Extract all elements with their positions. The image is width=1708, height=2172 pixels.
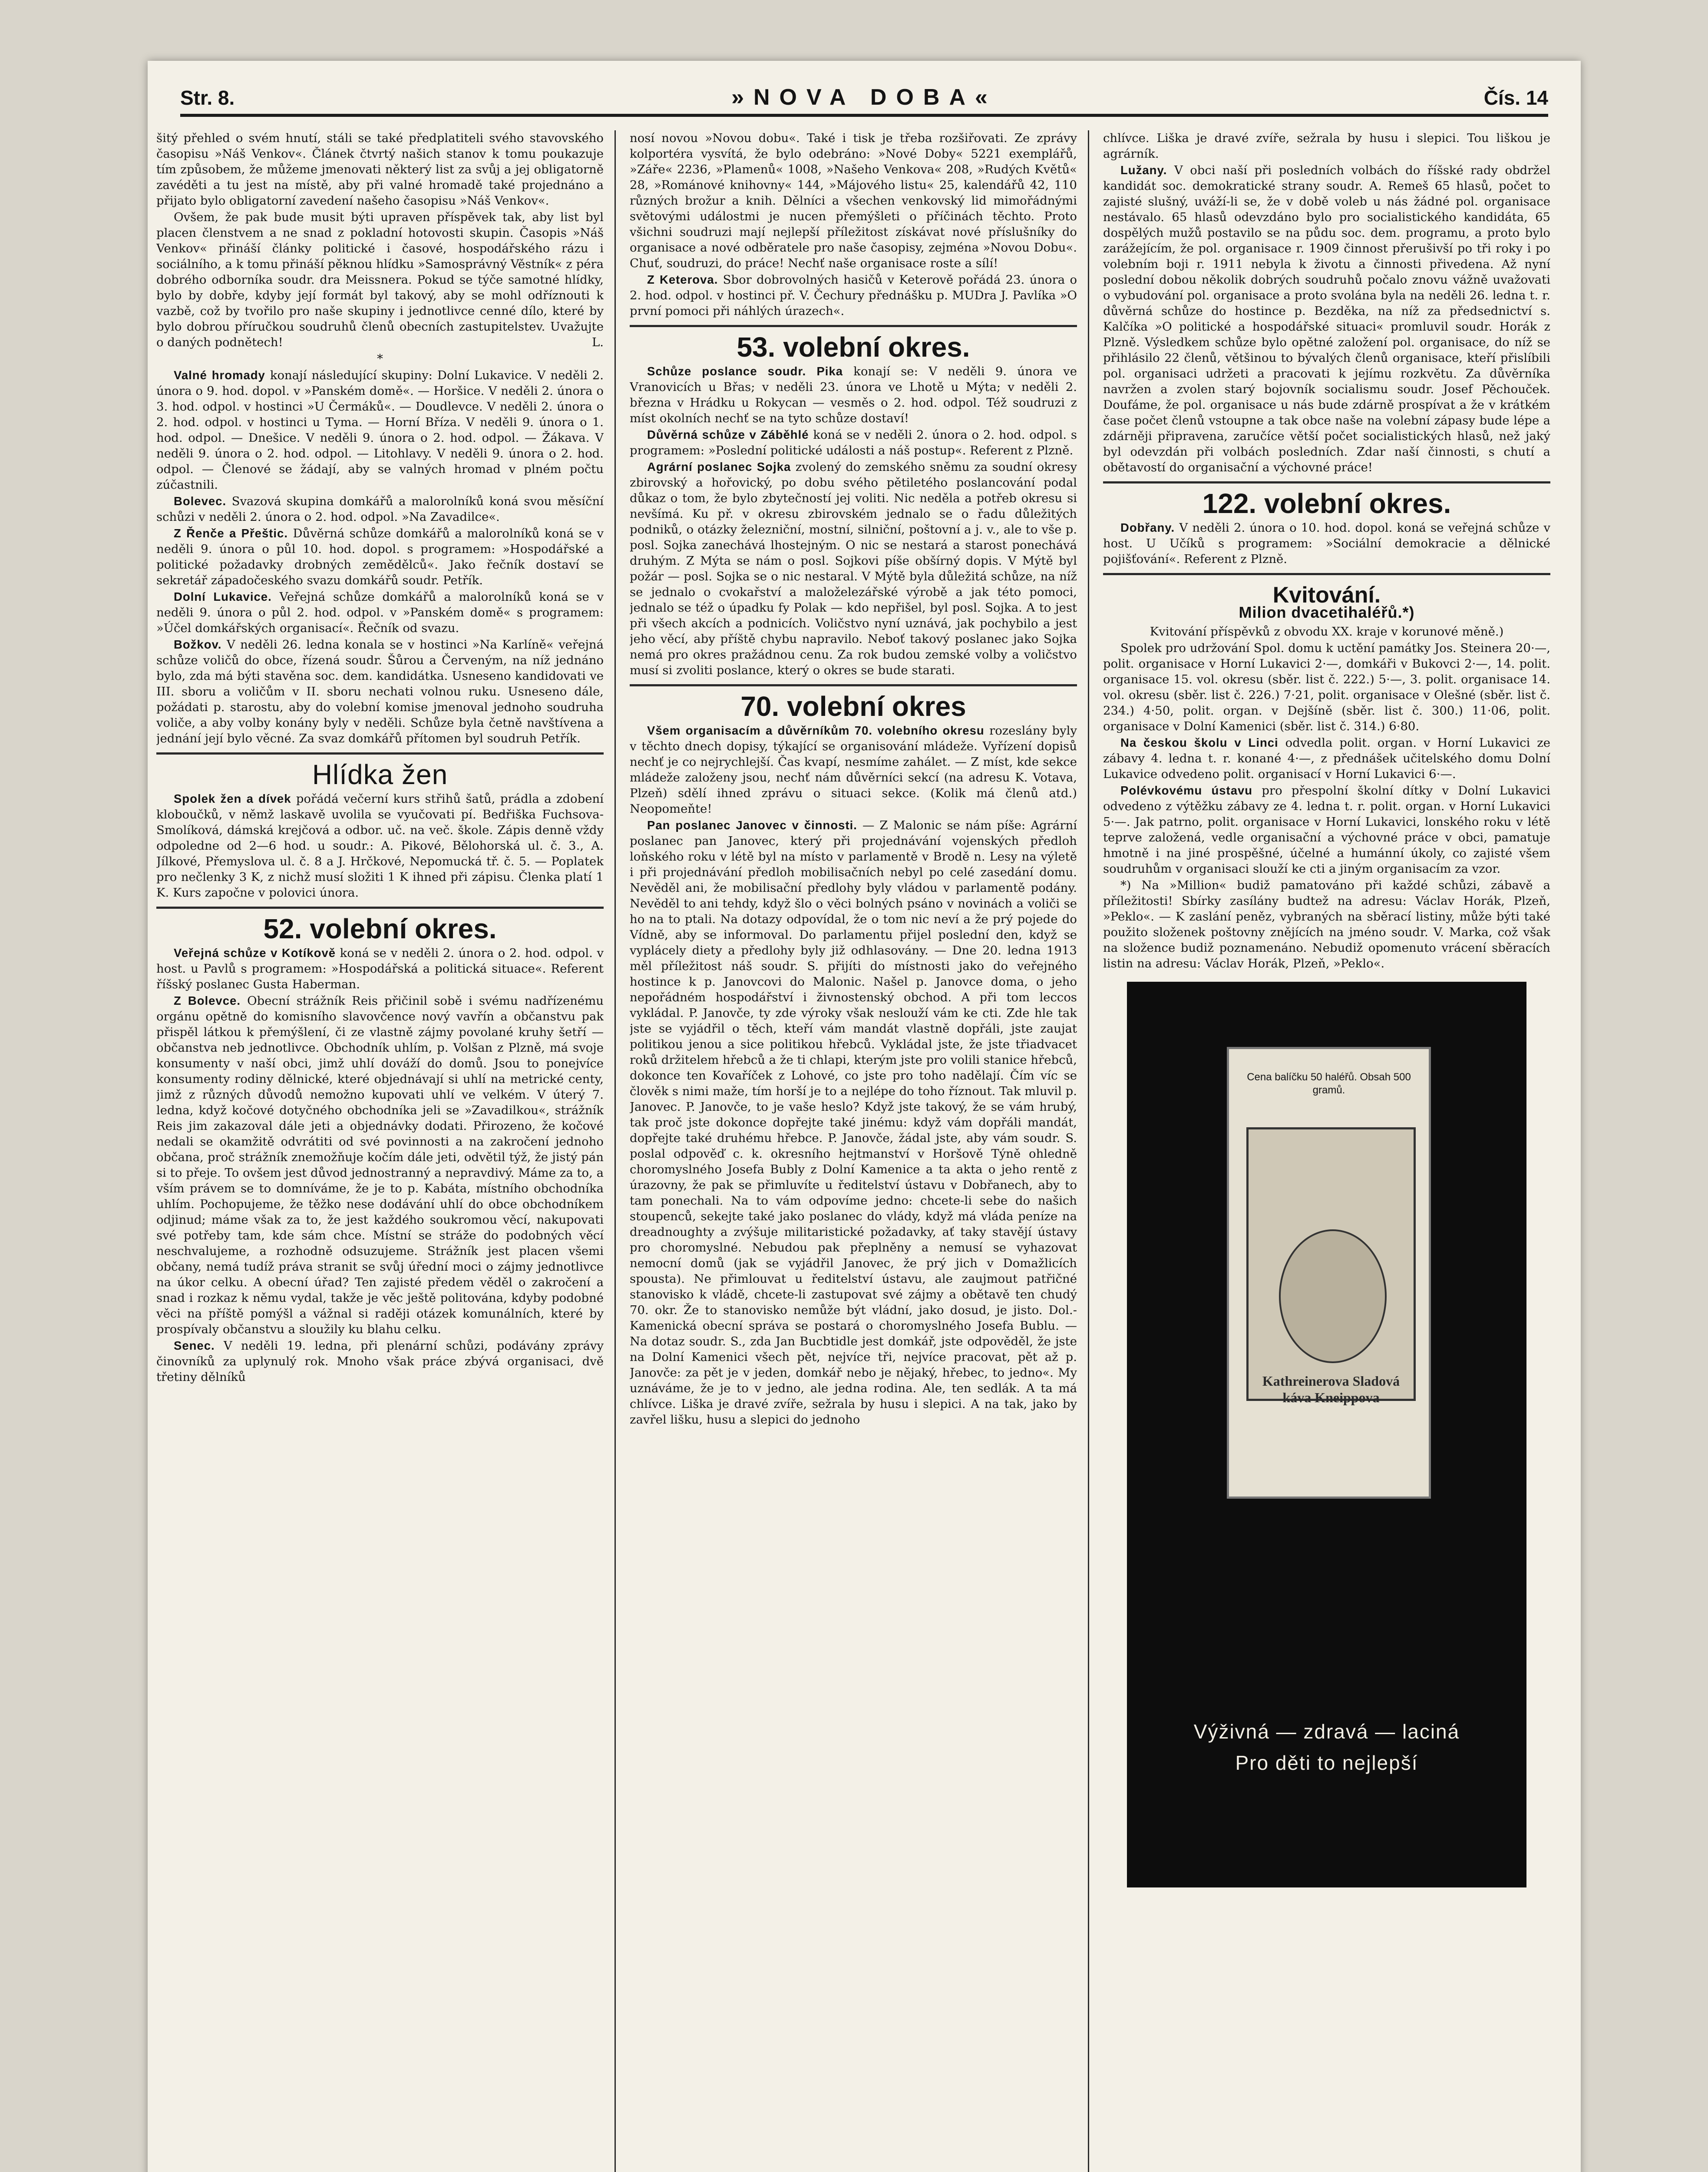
article-lead: Důvěrná schůze v Záběhlé: [647, 428, 809, 441]
article: [156, 526, 604, 588]
article: [156, 945, 604, 992]
article-lead: Z Bolevce.: [174, 994, 241, 1007]
article-body: konají se: V neděli 9. února ve Vranovicích u Břas; v neděli 23. února ve Lhotě u Mýta; v neděli 2. března v Hrádku u Rokycan — vesměs o 2. hod. odpol. Též soudruzi z míst okolních nechť se na tyto schůze dostaví!: [630, 364, 1077, 425]
article: [156, 791, 604, 901]
article-lead: Pan poslanec Janovec v činnosti.: [647, 818, 857, 832]
article-body: Svazová skupina domkářů a malorolníků koná svou měsíční schůzi v neděli 2. února o 2. hod. odpol. »Na Zavadilce«.: [156, 494, 604, 524]
article-lead: Veřejná schůze v Kotíkově: [174, 946, 336, 960]
article-text: Spolek pro udržování Spol. domu k uctění památky Jos. Steinera 20·—, polit. organisace v Horní Lukavici 2·—, domkáři v Bukovci 2·—, 14. polit. organisace 15. vol. okresu (sběr. list č. 222.) 5·—, 3. polit. organisace 14. vol. okresu (sběr. list č. 226.) 7·21, polit. organisace v Olešné (sběr. list č. 234.) 4·50, polit. organ. v Dejšíně (sběr. list č. 300.) 11·06, polit. organisace v Dolní Kamenici (sběr. list č. 314.) 6·80.: [1103, 641, 1550, 733]
section-heading: Kvitování.: [1103, 573, 1550, 605]
article: [1103, 735, 1550, 782]
article-text: nosí novou »Novou dobu«. Také i tisk je třeba rozšiřovati. Ze zprávy kolportéra vysvítá, že bylo odebráno: »Nové Doby« 5221 exemplářů, »Záře« 2236, »Plamenů« 1008, »Našeho Venkova« 208, »Rudých Květů« 28, »Románové knihovny« 144, »Májového listu« 25, kalendářů 42, 110 různých brožur a knih. Dělníci a všechen venkovský lid mimořádnými světovými událostmi je nucen přemýšleti o příčinách těchto. Proto všichni soudruzi mají nejlepší příležitost získávat nové příslušníky do organisace a nové odběratele pro naše časopisy, zejména »Novou Dobu«. Chuť, soudruzi, do práce! Nechť naše organisace roste a sílí!: [630, 131, 1077, 270]
article-lead: Valné hromady: [174, 368, 265, 382]
column-rule: [1088, 130, 1089, 2172]
article-lead: Spolek žen a dívek: [174, 792, 291, 805]
article-lead: Dobřany.: [1120, 521, 1175, 534]
article-body: V neděli 2. února o 10. hod. dopol. koná se veřejná schůze v host. U Učíků s programem: »Sociální demokracie a dělnické pojišťování«. Referent z Plzně.: [1103, 521, 1550, 566]
section-heading: 122. volební okres.: [1103, 481, 1550, 520]
article-lead: Božkov.: [174, 638, 222, 651]
article-body: koná se v neděli 2. února o 2. hod. odpol. v host. u Pavlů s programem: »Hospodářská a politická situace«. Referent říšský poslanec Gusta Haberman.: [156, 946, 604, 991]
ad-slogan: [1127, 1716, 1526, 1778]
article-lead: Senec.: [174, 1339, 215, 1352]
article-lead: Všem organisacím a důvěrníkům 70. volebního okresu: [647, 724, 984, 737]
article: [630, 364, 1077, 426]
article: [1103, 520, 1550, 567]
issue-number: Čís. 14: [1483, 86, 1548, 109]
column-middle: [630, 130, 1077, 2172]
section-heading: 52. volební okres.: [156, 907, 604, 945]
article-lead: Bolevec.: [174, 494, 227, 508]
article-lead: Na českou školu v Linci: [1120, 736, 1279, 749]
article-body: konají následující skupiny: Dolní Lukavice. V neděli 2. února o 9. hod. dopol. v »Panském domě«. — Horšice. V neděli 2. února o 3. hod. odpol. v hostinci »U Čermáků«. — Doudlevce. V neděli 2. února o 2. hod. odpol. v hostinci u Tyma. — Horní Bříza. V neděli 9. února o 1. hod. odpol. — Dnešice. V neděli 9. února o 2. hod. odpol. — Žákava. V neděli 9. února o 2. hod. odpol. — Litohlavy. V neděli 9. února o 2. hod. odpol. — Členové se žádají, aby se valných hromad v plném počtu zúčastnili.: [156, 368, 604, 492]
portrait-medallion-icon: [1279, 1229, 1387, 1363]
masthead-title: »NOVA DOBA«: [731, 85, 997, 110]
article-lead: Schůze poslance soudr. Pika: [647, 364, 843, 378]
article-body: Sbor dobrovolných hasičů v Keterově pořádá 23. února o 2. hod. odpol. v hostinci př. V. Čechury přednášku p. MUDra J. Pavlíka »O první pomoci při náhlých úrazech«.: [630, 273, 1077, 318]
article: [1103, 162, 1550, 475]
section-heading: Hlídka žen: [156, 752, 604, 791]
article: [156, 493, 604, 525]
article: [156, 993, 604, 1337]
article: [156, 637, 604, 746]
article-body: odvedla polit. organ. v Horní Lukavici ze zábavy 4. ledna t. r. konané 4·—, z přednášek učitelského domu Dolní Lukavice odvedeno polit. organisací v Horní Lukavici 6·—.: [1103, 736, 1550, 781]
article-body: V obci naší při posledních volbách do říšské rady obdržel kandidát soc. demokratické strany soudr. A. Remeš 65 hlasů, počet to zajisté slušný, uváží-li se, že v době voleb u nás žádné pol. organisace nestávalo. 65 hlasů odevzdáno bylo pro socialistického kandidáta, 65 dospělých mužů postavilo se na půdu soc. dem. programu, a proto bylo zarážejícím, že pol. organisace r. 1909 činnost přerušivší po tři roky i po volebním boji r. 1911 nebyla k životu a činnosti přivedena. Až nyní poslední dobou několik dobrých soudruhů počalo znovu vážně uvažovati o vybudování pol. organisace a proto svolána byla na neděli 26. ledna t. r. důvěrná schůze do hostince p. Bezděka, na níž za předsednictví s. Kalčíka »O politické a hospodářské situaci« promluvil soudr. Horák z Plzně. Výsledkem schůze bylo opětné založení pol. organisace, do níž se přihlásilo 22 členů, většinou to bývalých členů organisace, kteří přislíbili pol. organisaci udržeti a pracovati k jejímu rozkvětu. Za důvěrníka navržen a zvolen starý bojovník socialismu soudr. Josef Pěchouček. Doufáme, že pol. organisace u nás bude zdárně prospívat a že v krátkém čase počet členů vstoupne a tak obce naše na volební zápasy bude lépe a zdárněji připravena, zaručíce větší počet socialistických hlasů, než jaký byl odevzdán při volbách posledních. Zdar naší činnosti, s chutí a obětavostí do organisační a výchovné práce!: [1103, 163, 1550, 474]
article-body: pro přespolní školní dítky v Dolní Lukavici odvedeno z výtěžku zábavy ze 4. ledna t. r. polit. organ. v Horní Lukavici 5·—. Jak patrno, polit. organisace v Horní Lukavici, lonského roku v létě teprve založená, vedle organisační a výchovné práce v obci, pamatuje hmotně i na jiné prospěšné, účelné a humánní úkoly, co zajisté všem soudruhům v organisaci slouží ke cti a jiným organisacím za vzor.: [1103, 784, 1550, 876]
article-body: Obecní strážník Reis přičinil sobě i svému nadřízenému orgánu opětně do komisního slavovčence nový vavřín a občanstvu pak přispěl látkou k přemýšlení, či ze vlastně zájmy povolané kruhy šetří — občanstva neb jednotlivce. Obchodník uhlím, p. Volšan z Plzně, má svoje konsumenty v naší obci, jimž uhlí dováží do domů. Jsou to ponejvíce konsumenty rodiny dělnické, které objednávají si uhlí na metrické centy, jimž z různých důvodů nemožno kupovati uhlí ve velkém. V úterý 7. ledna, když kočové dotyčného obchodníka jeli se »Zavadilkou«, strážník Reis jim zakazoval dále jeti a objednávky dodati. Přirozeno, že kočové nedali se okamžitě odvrátiti od své povinnosti a na zakročení jednoho občana, proč strážník znemožňuje kočím dále jeti, odvětil týž, že jistý pán si to přeje. To ovšem jest důvod jednostranný a nepravdivý. Máme za to, a vším právem se to domníváme, že je to p. Kabáta, místního obchodníka uhlím. Pochopujeme, že těžko nese dodávání uhlí do obce obchodníkem odjinud; máme však za to, že jest každého soukromou věcí, nakupovati své potřeby tam, kde sám chce. Místní se stráže do podobných věcí neschvalujeme, a rozhodně odsuzujeme. Strážník jest placen všemi občany, nemá tudíž práva stranit se svůj úřední moci o zájmy jednotlivce na úkor celku. A obecní úřad? Ten zajisté předem věděl o zakročení a snad i rozkaz k němu vydal, takže je věc ještě politována, kdyby podobné věci na příště pomýšl a vážnal si raději otázek komunálních, které by prospívaly občanstvu a sloužily ku blahu celku.: [156, 994, 604, 1336]
ad-slogan-line: Pro děti to nejlepší: [1235, 1752, 1418, 1774]
separator-star: *: [377, 352, 383, 366]
article-text: Kvitování příspěvků z obvodu XX. kraje v korunové měně.): [1150, 625, 1504, 639]
package-price-label: Cena balíčku 50 haléřů. Obsah 500 gramů.: [1247, 1071, 1411, 1096]
article: [156, 1338, 604, 1385]
article: [630, 272, 1077, 319]
package-brand: Kathreinerova Sladová káva Kneippova: [1262, 1373, 1400, 1405]
article-body: V neděli 26. ledna konala se v hostinci »Na Karlíně« veřejná schůze voličů do obce, řízená soudr. Šůrou a Červeným, na níž jednáno bylo, zda má býti stavěna soc. dem. kandidátka. Usneseno kandidovati ve III. sboru a voličům v II. sboru nechati volnou ruku. Usneseno dále, požádati p. starostu, aby do volební komise jmenoval jednoho soudruha voliče, a aby volby konány byly v neděli. Schůze byla četně navštívena a jednání její bylo věcné. Za svaz domkářů přítomen byl soudruh Petřík.: [156, 638, 604, 745]
column-left: [156, 130, 604, 2172]
coffee-package-image: [1227, 1047, 1431, 1499]
article-text-body: Ovšem, že pak bude musit býti upraven příspěvek tak, aby list byl placen členstvem a ne snad z pokladní hotovosti skupin. Časopis »Náš Venkov« přináší články politické i časové, hospodářského rázu i sociálního, a k tomu přináší pěknou hlídku »Samosprávný Věstník« z péra dobrého odborníka soudr. dra Meissnera. Pokud se týče samotné hlídky, bylo by dobře, kdyby její formát byl takový, aby se mohl odříznouti k vazbě, což by tvořilo pro naše skupiny i jednotlivce cenné dílo, které by bylo dobrou příručkou soudruhů členů obecních zastupitelstev. Uvažujte o daných podnětech!: [156, 210, 604, 349]
article-body: pořádá večerní kurs střihů šatů, prádla a zdobení kloboučků, v němž laskavě uvolila se vyučovati pí. Bedřiška Fuchsova-Smolíková, dámská krejčová a odbor. uč. na več. škole. Zápis denně vždy odpoledne od 2—6 hod. u soudr.: A. Pikové, Bělohorská ul. č. 3., A. Jílkové, Přemyslova ul. č. 8 a J. Hrčkové, Nepomucká tř. č. 5. — Poplatek pro nečlenky 3 K, z nichž musí složiti 1 K ihned při zápisu. Členka platí 1 K. Kurs započne v polovici února.: [156, 792, 604, 900]
article-signature: L.: [591, 335, 604, 349]
article-lead: Z Řenče a Přeštic.: [174, 526, 288, 540]
article-text: šitý přehled o svém hnutí, stáli se také předplatiteli svého stavovského časopisu »Náš Venkov«. Článek čtvrtý našich stanov k tomu poukazuje tím způsobem, že můžeme jmenovati některý list za svůj a jej obligatorně zavéděti a tu jest na místě, aby při valné hromadě také projednáno a přijato bylo obligatorní zavedení našeho časopisu »Náš Venkov«.: [156, 131, 604, 208]
article: [156, 368, 604, 493]
section-heading: 53. volební okres.: [630, 325, 1077, 364]
article-lead: Z Keterova.: [647, 273, 718, 286]
article-text: chlívce. Liška je dravé zvíře, sežrala by husu i slepici. Tou liškou je agrárník.: [1103, 131, 1550, 161]
column-right: [1103, 130, 1550, 2172]
article: [630, 818, 1077, 1427]
article-lead: Dolní Lukavice.: [174, 590, 272, 603]
article: [1103, 783, 1550, 877]
article-body: Důvěrná schůze domkářů a malorolníků koná se v neděli 9. února o půl 10. hod. dopol. s programem: »Hospodářské a politické požadavky drobných zemědělců«. Jako řečník dostaví se sekretář západočeského svazu domkářů soudr. Petřík.: [156, 526, 604, 587]
article-body: zvolený do zemského sněmu za soudní okresy zbirovský a hořovický, po dobu svého pětiletého poslancování podal důkaz o tom, že bylo zbytečností jej voliti. Nic neděla a potřeb okresu si nevšímá. Ku př. v okresu zbirovském jednalo se o řadu důležitých podniků, o otázky železniční, mostní, silniční, poštovní a j. v., ale to vše p. posl. Sojka zanechává lhostejným. O nic se nestará a starost ponechává druhým. Z Mýta se nám o posl. Sojkovi píše obšírný dopis. V Mýtě byl požár — posl. Sojka se o nic nestaral. V Mýtě byla důležitá schůze, na níž se jednalo o cvokařství a maloželezářské výrobě a jak této pomoci, jednalo se též o úpadku fy Polak — kdo nepřišel, byl posl. Sojka. A to jest při všech akcích a podnicích. Voličstvo nyní uznává, jak pochybilo a jest jeho věcí, aby příště chybu napravilo. Neboť takový poslanec jako Sojka nemá pro okres pražádnou cenu. Za rok budou zemské volby a voličstvo musí si zvoliti poslance, který o okres se bude starati.: [630, 460, 1077, 677]
article-lead: Agrární poslanec Sojka: [647, 460, 791, 473]
article-body: — Z Malonic se nám píše: Agrární poslanec pan Janovec, který při projednávání vojenských předloh loňského roku v létě byl na místo v parlamentě v Brodě n. Lesy na výletě i při projednávání předloh mobilisačních nebyl po celé zasedání domu. Nevěděl ani, že mobilisační předlohy byly vládou v parlamentě podány. Nevěděl to ani tehdy, když šlo o věci bolných psáno v novinách a voliči se ho na to ptali. Na dotazy odpovídal, že o tom nic neví a že prý pojede do Vídně, aby se informoval. Do parlamentu přijel poslední den, když se vyplácely diety a předlohy byly již odhlasovány. — Dne 20. ledna 1913 měl příležitost náš soudr. S. přijíti do místnosti jako do veřejného hostince k p. Janovcovi do Malonic. Našel p. Janovce doma, o jeho nepořádném hospodářství i živnostenský obchod. A při tom leccos vykládal. P. Janovče, ty zde výroky však neslouží vám ke cti. Zde hle tak jste se vyjádřil o těch, kteří vám mandát vlastně dopřáli, jste zaujat politikou jenou a sice politikou hřebců. Vykládal jste, že jste třiadvacet roků držitelem hřebců a že ti chlapi, kterým jste pro volili stanice hřebců, dokonce ten Kovaříček z Lohové, co jste pro toho nadělají. Čím víc se člověk s nimi maže, tím horší je to a nejlépe do toho říznout. Tak mluvil p. Janovec. P. Janovče, to je vaše heslo? Když jste takový, že se vám hrubý, tak proč jste dokonce dopřejte také jinému: když vám dopřáli mandát, dopřejte také druhému hřebce. P. Janovče, žádal jste, aby vám soudr. S. poslal odpověď c. k. okresního hejtmanství v Horšově Týně ohledně choromyslného Josefa Bubly z Dolní Kamenice a ta akta o jeho rentě z úrazovny, že pak se přimluvíte u ředitelství ústavu v Dobřanech, aby to tam ponechali. Na to vám odpovíme jedno: chcete-li sebe do našich stoupenců, sekejte také jako poslanec do vlády, když má vláda peníze na dreadnoughty a zvýšuje militaristické požadavky, ať taky stavějí ústavy pro choromyslné. Nebudou pak přeplněny a nemusí se vyhazovat nemocní domů (jak se vyjádřil Janovec, že prý jich v Domažlicích spousta). Ne přimlouvat u ředitelství ústavu, ale zaujmout patřičné stanovisko k vládě, chcete-li zastupovat své zájmy a obětavě ten chudý 70. okr. Že to stanovisko nemůže být vládní, jako dosud, je jisto. Dol.-Kamenická obecní správa se postará o choromyslného Josefa Bublu. — Na dotaz soudr. S., zda Jan Bucbtidle jest domkář, jste odpověděl, že jste na Dolní Kamenici všech pět, nejvíce tři, nejvíce pracovat, pět až p. Janovče: za pět je v jeden, domkář nebo je nějaký, hřebec, to jedno«. My uznáváme, že je to v jedno, ale jedna rodina. Ale, ten sedlák. A ta má chlívce. Liška je dravé zvíře, sežrala by husu i slepici. A na tak, jako by zavřel lišku, husu a slepici do jednoho: [630, 818, 1077, 1427]
section-heading: 70. volební okres: [630, 684, 1077, 723]
column-rule: [614, 130, 616, 2172]
article: [156, 589, 604, 636]
article-body: V neděli 19. ledna, při plenární schůzi, podávány zprávy činovníků za uplynulý rok. Mnoho však práce zbývá organisaci, dvě třetiny dělníků: [156, 1339, 604, 1384]
article-lead: Polévkovému ústavu: [1120, 784, 1253, 797]
article-lead: Lužany.: [1120, 163, 1167, 177]
footnote: *) Na »Million« budiž pamatováno při každé schůzi, zábavě a příležitosti! Sbírky zasílány budtež na adresu: Václav Horák, Plzeň, »Peklo«. — K zaslání peněz, vybraných na sběrací listiny, může býti také použito složenek poštovny znějících na jméno soudr. V. Marka, což však na složence budiž poznamenáno. Nebudiž opomenuto vrácení sběracích listin na adresu: Václav Horák, Plzeň, »Peklo«.: [1103, 878, 1550, 970]
article: [630, 459, 1077, 678]
article-body: koná se v neděli 2. února o 2. hod. odpol. s programem: »Poslední politické události a náš postup«. Referent z Plzně.: [630, 428, 1077, 457]
article: [630, 723, 1077, 817]
package-label: [1246, 1127, 1416, 1405]
section-subheading: Milion dvacetihaléřů.*): [1239, 603, 1415, 621]
article-body: Veřejná schůze domkářů a malorolníků koná se v neděli 9. února o půl 2. hod. odpol. v »Panském domě« s programem: »Účel domkářských organisací«. Řečník od svazu.: [156, 590, 604, 635]
newspaper-page: [148, 61, 1581, 2172]
page-header: [180, 74, 1548, 117]
kathreiner-advertisement: [1127, 982, 1526, 1887]
article: [630, 427, 1077, 458]
article-text: [156, 209, 604, 350]
article-body: rozeslány byly v těchto dnech dopisy, týkající se organisování mládeže. Vyřízení dopisů nechť je co nejrychlejší. Čas kvapí, nesmíme zahálet. — Z míst, kde sekce mládeže založeny jsou, nechť nám důvěrníci sekcí (na adresu K. Votava, Plzeň) sdělí ihned zprávu o situaci sekce. (Kolik má členů atd.) Neopomeňte!: [630, 724, 1077, 816]
page-number: Str. 8.: [180, 86, 235, 109]
ad-slogan-line: Výživná — zdravá — laciná: [1193, 1720, 1460, 1743]
